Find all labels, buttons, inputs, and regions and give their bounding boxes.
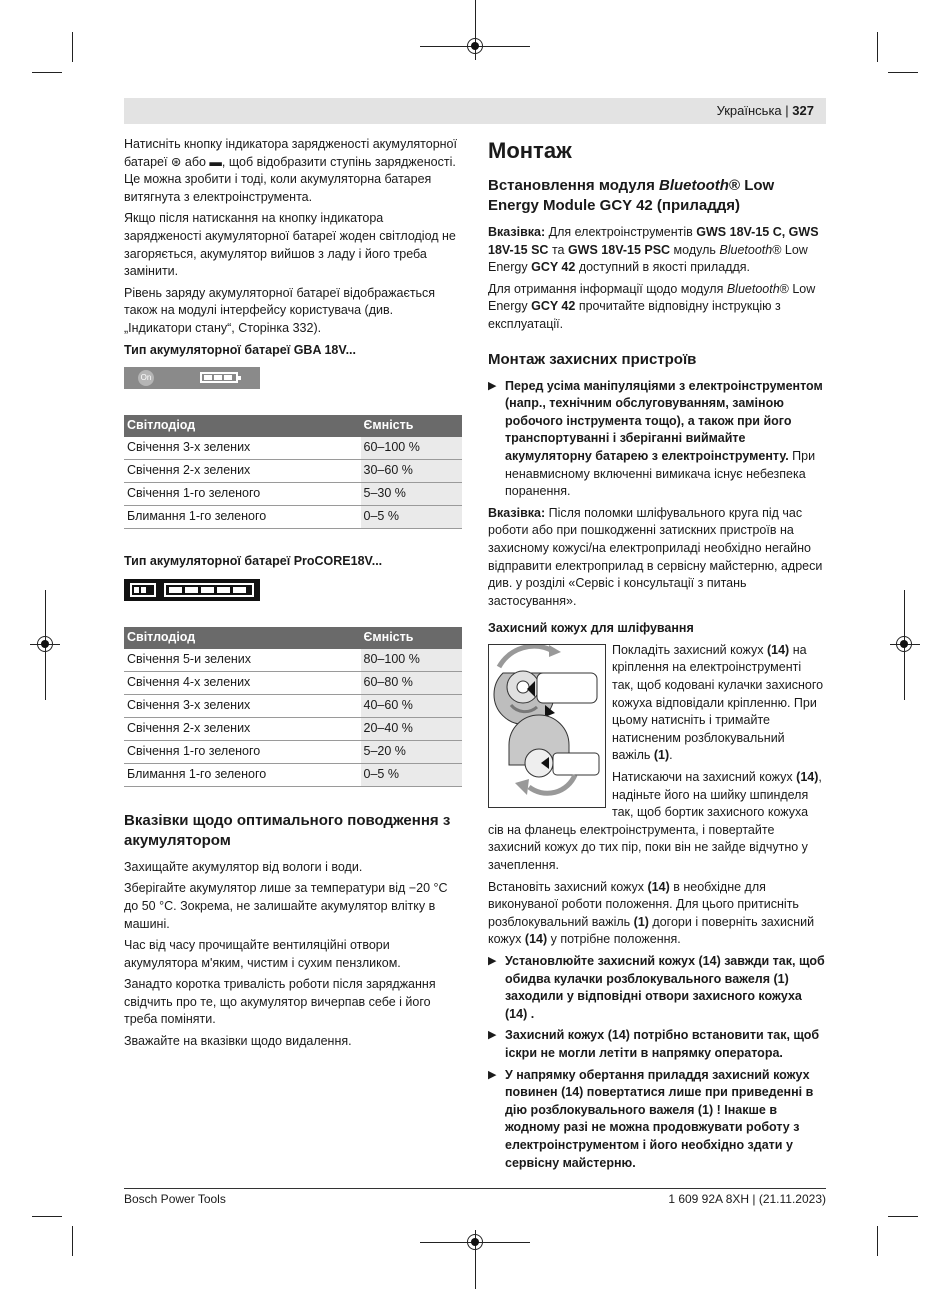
- table-cell: Блимання 1-го зеленого: [124, 763, 361, 786]
- table-header: Світлодіод: [124, 627, 361, 649]
- arrow-icon: ▶: [488, 1029, 497, 1042]
- paragraph: Рівень заряду акумуляторної батареї відображається також на модулі інтерфейсу користувача (див. „Індикатори стану“, Сторінка 332).: [124, 285, 436, 335]
- crop-mark: [877, 32, 878, 62]
- page-header: [124, 98, 826, 124]
- registration-dot-icon: [471, 1238, 479, 1246]
- table-row: [124, 763, 462, 786]
- registration-dot-icon: [41, 640, 49, 648]
- paragraph: Зберігайте акумулятор лише за температури від −20 °C до 50 °C. Зокрема, не залишайте акумулятор влітку в машині.: [124, 881, 448, 931]
- table-cell: Свічення 1-го зеленого: [124, 740, 361, 763]
- warning-bullet: ▶ Установлюйте захисний кожух (14) завжди так, щоб обидва кулачки розблокувального важеля (1) заходили у відповідні отвори захисного кожуха (14) .: [488, 953, 825, 1021]
- table-cell: 30–60 %: [361, 460, 462, 483]
- table-row: [124, 649, 462, 672]
- procore-battery-indicator: [124, 579, 260, 601]
- crop-mark: [72, 1226, 73, 1256]
- table-row: [124, 460, 462, 483]
- battery-care-heading: Вказівки щодо оптимального поводження з акумулятором: [124, 811, 451, 849]
- gba-battery-indicator: [124, 367, 260, 389]
- table-header: Ємність: [361, 627, 462, 649]
- gba-led-table: [124, 415, 462, 529]
- table-cell: 5–30 %: [361, 483, 462, 506]
- right-column: [488, 136, 826, 1176]
- table-cell: 5–20 %: [361, 740, 462, 763]
- paragraph: Натисніть кнопку індикатора зарядженості акумуляторної батареї ⊛ або ▬, щоб відобразити ступінь зарядженості. Це можна зробити і тоді, коли акумуляторна батарея витягнута з електроінструмента.: [124, 137, 457, 204]
- header-language: Українська: [716, 103, 782, 118]
- page-number: 327: [792, 103, 814, 118]
- table-row: [124, 437, 462, 460]
- table-cell: 0–5 %: [361, 763, 462, 786]
- registration-dot-icon: [900, 640, 908, 648]
- table-cell: Блимання 1-го зеленого: [124, 506, 361, 529]
- table-cell: Свічення 2-х зелених: [124, 460, 361, 483]
- table-cell: 80–100 %: [361, 649, 462, 672]
- on-button-icon: On: [138, 370, 154, 386]
- table-cell: 0–5 %: [361, 506, 462, 529]
- gba-battery-title: Тип акумуляторної батареї GBA 18V...: [124, 342, 356, 357]
- footer-divider: [124, 1188, 826, 1189]
- paragraph: Захищайте акумулятор від вологи і води.: [124, 859, 363, 874]
- table-header: Ємність: [361, 415, 462, 437]
- warning-bullet: ▶ Перед усіма маніпуляціями з електроінструментом (напр., технічним обслуговуванням, заміною робочого інструмента тощо), а також при його транспортуванні і зберіганні виймайте акумуляторну батарею з електроінструменту. При ненавмисному включенні вимикача існує небезпека поранення.: [488, 378, 823, 499]
- crop-mark: [32, 1216, 62, 1217]
- warning-bullet: ▶ У напрямку обертання приладдя захисний кожух повинен (14) повертатися лише при приведенні в дію розблокувального важеля (1) ! Інакше в жодному разі не можна продовжувати роботу з електроінструментом і його необхідно здати у сервісну майстерню.: [488, 1067, 814, 1170]
- crop-mark: [888, 1216, 918, 1217]
- table-row: [124, 483, 462, 506]
- arrow-icon: ▶: [488, 954, 497, 967]
- table-cell: Свічення 3-х зелених: [124, 694, 361, 717]
- table-row: [124, 740, 462, 763]
- header-separator: |: [785, 103, 789, 118]
- table-cell: Свічення 4-х зелених: [124, 671, 361, 694]
- table-cell: 60–100 %: [361, 437, 462, 460]
- table-header: Світлодіод: [124, 415, 361, 437]
- table-row: [124, 671, 462, 694]
- crop-mark: [888, 72, 918, 73]
- paragraph: Натискаючи на захисний кожух (14), надіньте його на шийку шпинделя так, щоб бортик захисного кожуха сів на фланець електроінструмента, і повертайте захисний кожух до тих пір, поки він не зайде відчутно у зачеплення.: [488, 770, 822, 872]
- procore-battery-title: Тип акумуляторної батареї ProCORE18V...: [124, 554, 383, 569]
- procore-led-table: [124, 627, 462, 787]
- table-row: [124, 506, 462, 529]
- paragraph: Для отримання інформації щодо модуля Bluetooth® Low Energy GCY 42 прочитайте відповідну інструкцію з експлуатації.: [488, 281, 816, 331]
- crop-mark: [72, 32, 73, 62]
- battery-button-icon: [130, 583, 156, 597]
- arrow-icon: ▶: [488, 1068, 497, 1081]
- table-cell: 20–40 %: [361, 717, 462, 740]
- left-column: [124, 136, 462, 1055]
- warning-bullet: ▶ Захисний кожух (14) потрібно встановити так, щоб іскри не могли летіти в напрямку оператора.: [488, 1028, 820, 1060]
- table-row: [124, 717, 462, 740]
- paragraph: Занадто коротка тривалість роботи після заряджання свідчить про те, що акумулятор вичерпав себе і його треба поміняти.: [124, 977, 436, 1027]
- table-cell: 60–80 %: [361, 671, 462, 694]
- guard-mounting-illustration: [488, 644, 606, 808]
- table-cell: Свічення 2-х зелених: [124, 717, 361, 740]
- table-row: [124, 694, 462, 717]
- arrow-icon: ▶: [488, 379, 497, 392]
- paragraph: Зважайте на вказівки щодо видалення.: [124, 1034, 352, 1049]
- paragraph: Час від часу прочищайте вентиляційні отвори акумулятора м'яким, чистим і сухим пензликом.: [124, 938, 401, 970]
- table-cell: Свічення 1-го зеленого: [124, 483, 361, 506]
- paragraph: Якщо після натискання на кнопку індикатора зарядженості акумуляторної батареї жоден світлодіод не загоряється, акумулятор вийшов з ладу і його треба замінити.: [124, 211, 456, 279]
- section-title: Монтаж: [488, 138, 572, 163]
- note-paragraph: Вказівка: Після поломки шліфувального круга під час роботи або при пошкодженні затискних пристроїв на захисному кожусі/на електроприладі необхідно негайно відправити електроприлад в сервісну майстерню, адреси див. у розділі «Сервіс і консультації з питань застосування».: [488, 505, 823, 608]
- paragraph: Покладіть захисний кожух (14) на кріплення на електроінструменті так, щоб кодовані кулачки захисного кожуха відповідали кріпленню. При цьому натисніть і тримайте натисненим розблокувальний важіль (1).: [612, 642, 824, 763]
- table-cell: Свічення 3-х зелених: [124, 437, 361, 460]
- bluetooth-module-heading: Встановлення модуля Bluetooth® Low Energy Module GCY 42 (приладдя): [488, 177, 775, 214]
- note-paragraph: Вказівка: Для електроінструментів GWS 18V-15 C, GWS 18V-15 SC та GWS 18V-15 PSC модуль Bluetooth® Low Energy GCY 42 доступний в якості приладдя.: [488, 225, 819, 275]
- table-cell: Свічення 5-и зелених: [124, 649, 361, 672]
- registration-dot-icon: [471, 42, 479, 50]
- footer-brand: Bosch Power Tools: [124, 1192, 226, 1206]
- guards-heading: Монтаж захисних пристроїв: [488, 350, 697, 368]
- crop-mark: [877, 1226, 878, 1256]
- battery-icon: [200, 372, 238, 383]
- table-cell: 40–60 %: [361, 694, 462, 717]
- battery-level-icon: [164, 583, 254, 597]
- footer-doc-number: 1 609 92A 8XH | (21.11.2023): [668, 1192, 826, 1206]
- crop-mark: [32, 72, 62, 73]
- paragraph: Встановіть захисний кожух (14) в необхідне для виконуваної роботи положення. Для цього притисніть розблокувальний важіль (1) догори і поверніть захисний кожух (14) у потрібне положення.: [488, 879, 815, 947]
- guard-subheading: Захисний кожух для шліфування: [488, 621, 694, 636]
